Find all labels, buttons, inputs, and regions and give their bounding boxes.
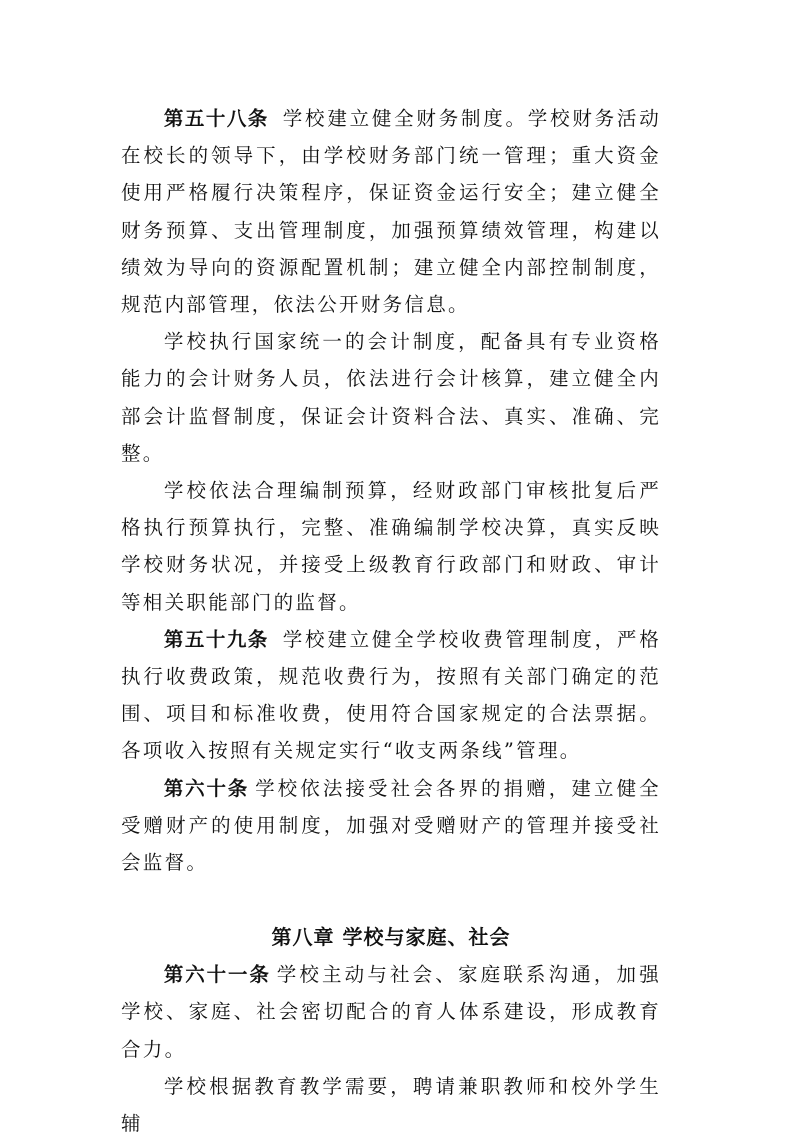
body-paragraph	[121, 323, 661, 472]
paragraph-text: 学校执行国家统一的会计制度，配备具有专业资格能力的会计财务人员，依法进行会计核算，建立健全内部会计监督制度，保证会计资料合法、真实、准确、完整。	[121, 330, 661, 465]
article-text: 学校依法接受社会各界的捐赠，建立健全受赠财产的使用制度，加强对受赠财产的管理并接受社会监督。	[121, 776, 661, 875]
paragraph-text: 学校根据教育教学需要，聘请兼职教师和校外学生辅	[121, 1074, 661, 1136]
article-number: 第五十九条	[163, 627, 269, 651]
article-59-paragraph	[121, 621, 661, 770]
body-paragraph	[121, 1068, 661, 1142]
body-paragraph	[121, 472, 661, 621]
article-58-paragraph	[121, 100, 661, 323]
chapter-heading	[121, 919, 661, 956]
article-text: 学校建立健全学校收费管理制度，严格执行收费政策，规范收费行为，按照有关部门确定的范围、项目和标准收费，使用符合国家规定的合法票据。各项收入按照有关规定实行“收支两条线”管理。	[121, 627, 661, 763]
paragraph-text: 学校依法合理编制预算，经财政部门审核批复后严格执行预算执行，完整、准确编制学校决算，真实反映学校财务状况，并接受上级教育行政部门和财政、审计等相关职能部门的监督。	[121, 479, 661, 614]
chapter-title: 学校与家庭、社会	[342, 925, 511, 950]
article-60-paragraph	[121, 770, 661, 882]
article-number: 第五十八条	[163, 107, 269, 130]
chapter-number: 第八章	[271, 925, 335, 950]
document-body	[121, 100, 661, 1142]
article-text: 学校建立健全财务制度。学校财务活动在校长的领导下，由学校财务部门统一管理；重大资金使用严格履行决策程序，保证资金运行安全；建立健全财务预算、支出管理制度，加强预算绩效管理，构建以绩效为导向的资源配置机制；建立健全内部控制制度，规范内部管理，依法公开财务信息。	[121, 107, 661, 317]
article-number: 第六十一条	[163, 963, 271, 987]
article-61-paragraph	[121, 956, 661, 1068]
article-number: 第六十条	[163, 776, 250, 800]
article-text: 学校主动与社会、家庭联系沟通，加强学校、家庭、社会密切配合的育人体系建设，形成教育合力。	[121, 963, 661, 1061]
